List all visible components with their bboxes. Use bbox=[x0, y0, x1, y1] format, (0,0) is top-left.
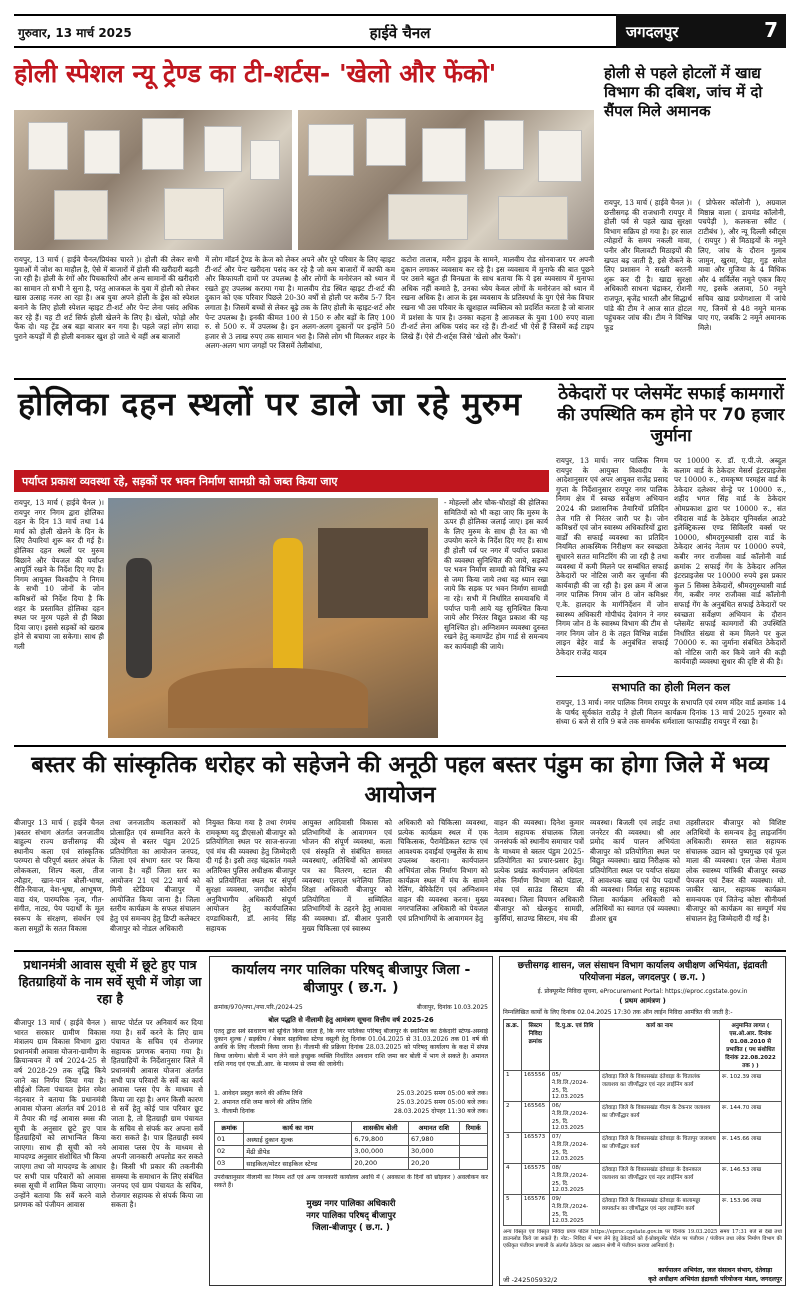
table-cell: साइकिल/मोटर साइकिल स्टेण्ड bbox=[244, 1158, 352, 1170]
table-cell: 01 bbox=[215, 1134, 244, 1146]
table-cell: 165575 bbox=[521, 1164, 549, 1195]
ad-bijapur-sign: मुख्य नगर पालिका अधिकारी नगर पालिका परिषद् बीजापुर जिला-बीजापुर ( छ.ग. ) bbox=[306, 1199, 396, 1233]
table-cell: 03 bbox=[215, 1158, 244, 1170]
page-number: 7 bbox=[764, 18, 778, 42]
table-cell: रू. 102.39 लाख bbox=[720, 1071, 782, 1102]
table-header: रिमार्क bbox=[459, 1122, 487, 1134]
ad-tender-code: जी -242505932/2 bbox=[503, 1276, 558, 1284]
table-cell: 3,00,000 bbox=[352, 1146, 409, 1158]
table-cell: रू. 145.66 लाख bbox=[720, 1133, 782, 1164]
table-cell bbox=[459, 1158, 487, 1170]
ad-tender bbox=[499, 956, 786, 1286]
ad-bijapur-table bbox=[214, 1121, 488, 1170]
story1-photo-left bbox=[14, 110, 292, 250]
table-row bbox=[215, 1158, 488, 1170]
table-row bbox=[215, 1146, 488, 1158]
ad-bijapur-date: बीजापुर, दिनांक 10.03.2025 bbox=[416, 1004, 488, 1011]
ad-tender-title: छत्तीसगढ़ शासन, जल संसाधन विभाग कार्यालय अधीक्षण अभियंता, इंद्रावती परियोजना मंडल, जगदलपुर ( छ.ग. ) bbox=[517, 961, 768, 983]
story6-col6: वाहन की व्यवस्था। दिनेश कुमार नेताम सहायक संचालक जिला जनसंपर्क को स्थानीय समाचार पत्रों के माध्यम से बस्तर पंडुम 2025-प्रतियोगिता का प्रचार-प्रसार हेतु। प्रत्येक प्रखंड कार्यपालन अधियंता लोक निर्माण विभाग को पंडाल, मंच एवं साउंड सिस्टम की व्यवस्था। जिला विपणन अधिकारी बीजापुर को खेलकूद सामग्री, कुर्सियां, साउण्ड सिस्टम, मंच की bbox=[494, 818, 584, 923]
table-header: शासकीय बोली bbox=[352, 1122, 409, 1134]
story7-col2: साफ्ट पोर्टल पर अनिवार्य कर दिया गया है। सर्वे करने के लिए ग्राम पंचायत के सचिव एवं रोजगार सहायक प्रगणक बनाया गया है। हितग्राहियों के निर्देशानुसार जिले में प्रधानमंत्री आवास योजना अंतर्गत सभी पात्र परिवारों के सर्वे का कार्य आवास प्लस ऐप के माध्यम से किया जा रहा है। अगर किसी कारण से सर्वे हेतु कोई पात्र परिवार छूट जाता है, तो हितग्राही ग्राम पंचायत के सचिव से संपर्क कर अपना सर्वे करा सकते है। पात्र हितग्राही स्वयं आवास प्लस ऐप के माध्यम से अपनी जानकारी अपलोड कर सकते है। किसी भी प्रकार की तकनीकी समस्या के समाधान के लिए संबंधित जनपद एवं ग्राम पंचायत के सचिव, रोजगार सहायक से संपर्क किया जा सकता है। bbox=[111, 1018, 203, 1210]
story4-col2: पर 10000 रु. डॉ. ए.पी.जे. अब्दुल कलाम वार्ड के ठेकेदार मेसर्स इंटरप्राइजेस पर 10000 रु., रामकृष्ण परमहंस वार्ड के ठेकेदार दलेश्वर सेन्ड्रे पर 10000 रु., शहीद भगत सिंह वार्ड के ठेकेदार ओमप्रकाश द्वारा पर 10000 रु., संत रविदास वार्ड के ठेकेदार यूनिवर्सल आउटे इलेक्ट्रिकल्स एण्ड सिविलरि वर्क्स पर 10000, श्रीमदगुरुघासी दास वार्ड के ठेकेदार आनंद नेताम पर 10000 रुपये, कबीर नगर राजीवस वार्ड कॉलोनी वार्ड क्रमांक 2 सफाई गेंग के ठेकेदार अनिल इंटरप्राइजेस पर 10000 रुपये इस प्रकार कुल 5 सिक्स ठेकेदारों, श्रीमदगुरुघासी वार्ड गेंग, कबीर नगर राजीवस वार्ड कॉलोनी सफाई गेंग के अनुबंधित सफाई ठेकेदारों पर स्वच्छता सर्वेक्षण अभियान के दौरान प्लेसमेंट सफाई कामगारों की उपस्थिति निर्धारित संख्या से कम मिलने पर कुल 70000 रु. का जुर्माना संबंधित ठेकेदारों को नोटिस जारी कर किये जाने की कड़ी कार्यवाही व्यवस्था सुधार की दृष्टि से की है। bbox=[674, 456, 786, 667]
table-cell: दंतेवाड़ा जिले के विकासखंड दंतेवाड़ा के चितापुर जलाशय का जीर्णोद्धार कार्य bbox=[599, 1133, 719, 1164]
story3-subhead: पर्याप्त प्रकाश व्यवस्था रहे, सड़कों पर भवन निर्माण सामग्री को जब्त किया जाए bbox=[22, 475, 338, 488]
story6-col5: अधिकारी को चिकित्सा व्यवस्था, प्रत्येक कार्यक्रम स्थल में एक चिकित्सक, पैरामेडिकल स्टाफ एवं आवश्यक दवाईयां एम्बुलेंस के साथ उपलब्ध कराना। कार्यपालन अभियंता लोक निर्माण विभाग को कार्यक्रम स्थल में मंच के सामने रेलिंग, बेरिकेटिंग एवं अग्निशमन वाहन की व्यवस्था करना। मुख्य नगरपालिका अधिकारी को पेयजल एवं प्रतिभागियों के आवागमन हेतु bbox=[398, 818, 488, 923]
ad-bijapur bbox=[209, 956, 493, 1286]
table-cell: दंतेवाड़ा जिले के विकासखंड दंतेवाड़ा के चितालंक जलाशय का जीर्णोद्धार एवं नहर लाईनिंग कार्य bbox=[599, 1071, 719, 1102]
ad-bijapur-title: कार्यालय नगर पालिका परिषद् बीजापुर जिला - बीजापुर ( छ.ग. ) bbox=[231, 962, 471, 996]
table-cell: 2 bbox=[504, 1102, 522, 1133]
ad-bijapur-ref: क्रमांक/970/नपा./नपा.परि./2024-25 bbox=[214, 1004, 303, 1011]
table-header: अमानत राशि bbox=[408, 1122, 459, 1134]
table-header: दि.पु.क्र. एवं तिथि bbox=[549, 1020, 599, 1071]
table-header: कार्य का नाम bbox=[599, 1020, 719, 1071]
table-cell: दंतेवाड़ा जिले के विकासखंड दंतेवाड़ा के देवनकाल जलाशय का जीर्णोद्धार एवं नहर लाईनिंग कार्य bbox=[599, 1164, 719, 1195]
story3-col2: - मोहल्लों और चौक-चौराहों की होलिका समितियों को भी कहा जाए कि मुरुम के ऊपर ही होलिका जलाई जाए। इस कार्य के लिए मुरुम के साथ ही रेत का भी उपयोग करने के निर्देश दिए गए हैं। साथ ही होली पर्व पर नगर में पर्याप्त प्रकाश की व्यवस्था सुनिश्चित की जाये, सड़कों पर भवन निर्माण सामग्री को विभिन्न रूप से जमा किया जाये तथा यह ध्यान रखा जाये कि सड़क पर भवन निर्माण सामग्री ना रहे। सभी में निर्धारित समयावधि में पर्याप्त पानी आये यह सुनिश्चित किया जाये और निरंतर विद्युत प्रकाश की यह सुनिश्चित हो। अग्निशमन व्यवस्था दुरुस्त रखने हेतु कमाण्डेंट होम गार्ड से समन्वय कर कार्यवाही की जाये। bbox=[444, 498, 548, 651]
table-cell: 165565 bbox=[521, 1102, 549, 1133]
schedule-value: 28.03.2025 दोपहर 11:30 बजे तक। bbox=[393, 1108, 488, 1115]
table-cell: 08/ने.वि.लि./2024-25, दि. 12.03.2025 bbox=[549, 1164, 599, 1195]
ad-tender-sign: कार्यपालन अभियंता, जल संसाधन संभाग, दंतेवाड़ा कृते अधीक्षण अभियंता इंद्रावती परियोजना मंडल, जगदलपुर bbox=[648, 1267, 782, 1283]
table-cell: 09/ने.वि.लि./2024-25, दि. 12.03.2025 bbox=[549, 1195, 599, 1226]
story3-photo bbox=[108, 498, 438, 738]
story2-headline: होली से पहले होटलों में खाद्य विभाग की दबिश, जांच में दो सैंपल मिले अमानक bbox=[604, 64, 763, 120]
table-cell: 05/ने.वि.लि./2024-25, दि. 12.03.2025 bbox=[549, 1071, 599, 1102]
table-cell: 165573 bbox=[521, 1133, 549, 1164]
story1-col3: कटोरा तालाब, मरीन ड्राइव के सामने, मालवीय रोड सोनवाजार पर अपनी दुकान लगाकर व्यवसाय कर रहे है। इस व्यवसाय में मुनाफे की बात पूछने पर उसने बहुत ही विनम्रता के साथ बताया कि ये इस व्यवसाय में मुनाफा अधिक नहीं कमाते है, उनका ध्येय केवल लोगों के मनोरंजन को ध्यान में रखना अधिक है। आज के इस व्यवसाय के प्रतिस्पर्धा के युग ऐसे नेक विचार रखना भी उस परिवार के खुशहाल व्यक्तित्व को प्रदर्शित करता है जो बाजार में प्रशंसा के पात्र है। उनका कहना है आजकल के युवा 100 रुपए वाला टी-शर्ट लेना अधिक पसंद कर रहे हैं। टी-शर्ट भी ऐसे हैं जिसमें कई टाइप लिखे हैं। ऐसे टी-शर्ट्स जिसे 'खेलो और फेंको'। bbox=[401, 255, 594, 341]
table-row bbox=[504, 1102, 782, 1133]
table-row bbox=[504, 1164, 782, 1195]
schedule-label: 2. अमानत राशि जमा करने की अंतिम तिथि bbox=[214, 1099, 312, 1106]
ad-tender-intro: निम्नलिखित कार्यों के लिए दिनांक 02.04.2025 17:30 तक ऑन लाईन निविदा आमंत्रित की जाती है:- bbox=[503, 1009, 733, 1016]
table-cell: 6,79,800 bbox=[352, 1134, 409, 1146]
table-cell: दंतेवाड़ा जिले के विकासखंड दंतेवाड़ा के बालामड्डा व्यपवर्तन का जीर्णोद्धार एवं नहर लाईनिंग कार्य bbox=[599, 1195, 719, 1226]
city-block bbox=[616, 14, 786, 48]
table-cell: मेंढी डीपेड bbox=[244, 1146, 352, 1158]
table-cell: 3 bbox=[504, 1133, 522, 1164]
schedule-value: 25.03.2025 समय 05:00 बजे तक। bbox=[396, 1099, 488, 1106]
masthead bbox=[14, 14, 786, 48]
table-cell: अस्थाई दुकान शुल्क bbox=[244, 1134, 352, 1146]
rule-1 bbox=[14, 378, 786, 380]
table-header: कार्य का नाम bbox=[244, 1122, 352, 1134]
table-row bbox=[504, 1195, 782, 1226]
story6-col8: तहसीलदार बीजापुर को विशिष्ट अतिथियों के समन्वय हेतु लाइजनिंग अधिकारी। समस्त सात सहायक संचालक उद्यान को पुष्पगुच्छ एवं फूल माला की व्यवस्था। एल जेम्स मेताम लोक स्वास्थ्य यांत्रिकी बीजापुर स्वच्छ पेयजल एवं टैंकर की व्यवस्था। मो. जाकीर खान, सहायक कार्यक्रम समन्वयक एवं जितेन्द्र कोष्टा सीनीयर्स बीजापुर को कार्यक्रम का सम्पूर्ण मंच संचालन हेतु जिम्मेदारी दी गई है। bbox=[686, 818, 786, 923]
story1-col1: रायपुर, 13 मार्च ( हाईवे चैनल/प्रियंका चारते )। होली की लेकर सभी युवाओं में जोश का माहौल है, ऐसे में बाजारों में होली की खरीदारी बढ़ती जा रही है। होली के रंगों और पिचकारियों और अन्य सामानों की खरीदारी का सामान तो सभी ने सुना है, परंतु आजकल के युवा में होली को लेकर खास उत्साह नजर आ रहा है। अब युवा अपने होली के ड्रेस को स्पेशल बनाने के लिए होली स्पेशल व्हाइट टी-शर्ट और पेन्ट लेना पसंद अधिक कर रहे हैं। यह टी शर्ट सिर्फ होली खेलने के लिए है। खेलो, फोड़ो और फेंक दो। यह ट्रेंड अब बड़ा बाजार बन गया है। पहले जहां लोग सादा पुराने कपड़ों में ही होली बनाकर खुश हो जाते थे वहीं अब बाजारों bbox=[14, 255, 199, 341]
story6-col7: व्यवस्था। बिजली एवं लाईट तथा जनरेटर की व्यवस्था। श्री आर प्रमोद कार्य पालन अभियंता बीजापुर को प्रतियोगिता स्थल पर विद्युत व्यवस्था। खाद्य निरीक्षक को प्रतियोगिता स्थल पर पर्याप्त संख्या में आवश्यक खाद्य एवं पेय पदार्थों की व्यवस्था। निर्मल साहू सहायक जिला कार्यक्रम अधिकारी को अतिथियों का स्वागत एवं व्यवस्था। डीआर ध्रुव bbox=[590, 818, 680, 923]
schedule-value: 25.03.2025 समय 05:00 बजे तक। bbox=[396, 1090, 488, 1097]
table-cell: 06/ने.वि.लि./2024-25, दि. 12.03.2025 bbox=[549, 1102, 599, 1133]
ad-tender-subtitle: ई. प्रोक्यूरमेंट निविदा सूचना, eProcurement Portal: https://eproc.cgstate.gov.in bbox=[537, 988, 748, 995]
story6-headline: बस्तर की सांस्कृतिक धरोहर को सहेजने की अनूठी पहल बस्तर पंडुम का होगा जिले में भव्य आयोजन bbox=[31, 752, 769, 808]
table-cell: 20,20 bbox=[408, 1158, 459, 1170]
table-cell bbox=[459, 1134, 487, 1146]
story5-box bbox=[556, 676, 786, 742]
ad-bijapur-subject: बोल पद्धति से नीलामी हेतु आमंत्रण सूचना वित्तीय वर्ष 2025-26 bbox=[268, 1016, 434, 1024]
paper-name: हाईवे चैनल bbox=[369, 24, 431, 42]
table-cell: दंतेवाड़ा जिले के विकासखंड गीदम के टेकनार जलाशय का जीर्णोद्धार कार्य bbox=[599, 1102, 719, 1133]
ad-bijapur-schedule bbox=[214, 1089, 488, 1116]
story2-col1: रायपुर, 13 मार्च ( हाईवे चैनल )। छत्तीसगढ़ की राजधानी रायपुर में होली पर्व से पहले खाद्य सुरक्षा विभाग सक्रिय हो गया है। हर साल त्योहारों के समय नकली मावा, पनीर और मिलावटी मिठाइयों की खपत बढ़ जाती है, इसे रोकने के लिए प्रशासन ने सख्ती बरतनी शुरू कर दी है। खाद्य सुरक्षा अधिकारी साधना चंद्राकर, रोशनी राजपूत, बृजेंद्र भारती और सिद्धार्थ पांडे की टीम ने आज सात होटल पहुंचकर जांच की। टीम ने विभिन्न फूड bbox=[604, 198, 692, 332]
table-cell bbox=[459, 1146, 487, 1158]
ad-bijapur-body: एतद् द्वारा सर्व साधारण को सूचित किया जाता है, कि नगर पालिका परिषद् बीजापुर के स्वामित्व का ठेकेदारी स्टेण्ड-अस्थाई दुकान शुल्क / सड़कीय / बेकार सहायिका स्टेण्ड वसूली हेतु दिनांक 01.04.2025 से 31.03.2026 तक 01 वर्ष की अवधि के लिए नीलामी किया जाना है। नीलामी की प्रक्रिया दिनांक 28.03.2025 को परिषद् कार्यालय के कक्ष में संपन्न किया जायेगा। बोली में भाग लेने वाले इच्छुक व्यक्ति निर्धारित अवधान राशि जमा कर बोली में भाग ले सकते है। अमानत राशि नगद एवं एफ.डी.आर. के माध्यम से जमा की जावेगी। bbox=[214, 1028, 488, 1068]
story1-col2: में लोग मॉडर्न ट्रेण्ड के क्रेज को लेकर अपने और पूरे परिवार के लिए व्हाइट टी-शर्ट और पेन्ट खरीदना पसंद कर रहे है जो कम बाजारों में काफी कम और किफायती दामों पर उपलब्ध है और लोगों के मनोरंजन को ध्यान में रखते हुए उपलब्ध कराया गया है। मालवीय रोड स्थित व्हाइट टी-शर्ट की दुकान को एक परिवार पिछले 20-30 वर्षों से होली पर करीब 5-7 दिन लगाता है। जिसमें बच्चों से लेकर बूढ़े तक के लिए होली के व्हाइट-शर्ट और पेन्ट उपलब्ध है। इनकी कीमत 100 से 150 रु और बड़ों के लिए 100 रु. से 500 रु. में उपलब्ध है। इन अलग-अलग दुकानों पर इन्होंने 50 हजार से 3 लाख रुपए तक सामान भरा है। जिसे लोग भी मिलकर शहर के अलग-अलग भाग जगहों पर जिसमें तेलीबांधा, bbox=[205, 255, 395, 351]
story6-col4: आयुक्त आदिवासी विकास को प्रतिभागियों के आवागमन एवं भोजन की संपूर्ण व्यवस्था, कला एवं संस्कृति से संबंधित समस्त व्यवस्थाएं, अतिथियों को आमंत्रण पत्र का वितरण, स्टाल की व्यवस्था। एलएल धनेलिया जिला शिक्षा अधिकारी बीजापुर को प्रतियोगिता में सम्मिलित प्रतिभागियों के ठहरने हेतु आवास की व्यवस्था। डॉ. बीआर पुजारी मुख्य चिकित्सा एवं स्वास्थ्य bbox=[302, 818, 392, 933]
story3-col1: रायपुर, 13 मार्च ( हाईवे चैनल )। रायपुर नगर निगम द्वारा होलिका दहन के दिन 13 मार्च तथा 14 मार्च को होली खेलने के दिन के लिए तैयारियां शुरू कर दी गई है। होलिका दहन स्थलों पर मुरुम बिछाने और पेयजल की पर्याप्त आपूर्ति रखने के निर्देश दिए गए हैं। निगम आयुक्त विश्वदीप ने निगम के सभी 10 जोनों के जोन कमिश्नरों को निर्देश दिया है कि शहर के प्रस्तावित होलिका दहन स्थल पर मुरम पहले से ही बिछा दिया जाए। इससे सड़कों को खराब होने से बचाया जा सकेगा। साथ ही गली bbox=[14, 498, 104, 651]
table-row bbox=[504, 1071, 782, 1102]
story2-col2: ( प्रोफेसर कॉलोनी ), अग्रवाल मिष्ठान्न वाला ( डायमंड कॉलोनी, पचपेड़ी ), कलकत्ता स्वीट ( टाटीबंध ), और न्यू दिल्ली स्वीट्स ( रायपुर ) से मिठाइयों के नमूने लिए, जांच के दौरान गुलाब जामुन, खुरमा, पेड़ा, गुड़ समेत मावा और गुजिया के 4 विधिक और 4 सर्विलेंस नमूने एकत्र किए गए, इसके अलावा, 50 नमूने सचिव खाद्य प्रयोगशाला में जांचे गए, जिनमें से 48 नमूने मानक पाए गए, जबकि 2 नमूने अमानक मिले। bbox=[698, 198, 786, 332]
table-cell: 30,000 bbox=[408, 1146, 459, 1158]
ad-tender-footnote: अन्य विस्तृत एवं विस्तृत निविदा प्रपत्र पोर्टल https://eproc.cgstate.gov.in पर दिनांक 19.03.2025 समय 17:31 बजे से देखे तथा डाउनलोड किये जा सकते है। नोट:- निविदा में भाग लेने हेतु ठेकेदारों को ई-प्रोक्यूरमेंट पोर्टल पर पंजीयन / पंजीयन तथा लोक निर्माण विभाग की एकीकृत पंजीयन प्रणाली के अंतर्गत ठेकेदार का अद्यतन श्रेणी में पंजीयन कराया आनिवार्य है। bbox=[503, 1229, 782, 1249]
story7-col1: बीजापुर 13 मार्च ( हाईवे चैनल ) भारत सरकार ग्रामीण विकास मंत्रालय ग्राम विकास विभाग द्वारा प्रधानमंत्री आवास योजना-ग्रामीण के क्रियान्वयन में वर्ष 2024-25 से वर्ष 2028-29 तक वृद्धि किये जाने का निर्णय लिया गया है। सीईओ जिला पंचायत हेमंत रमेश नंदनवार ने बताया कि प्रधानमंत्री आवास योजना अंतर्गत वर्ष 2018 में तैयार की गई आवास स्मस की सूची के अनुसार छूटे हुए पात्र हितग्राहियों को लाभान्वित किया जाएगा। साथ ही सूची को नये मापदण्ड अनुसार संशोधित भी किया जाएगा तथा जो मापदण्ड के आधार पर सभी पात्र परिवारों को आवास स्मस सूची में शामिल किया जाएगा। उन्होंने बताया कि सर्वे करने वाले प्रगणक को पंजीयन आवास bbox=[14, 1018, 106, 1210]
table-cell: रू. 144.70 लाख bbox=[720, 1102, 782, 1133]
table-row bbox=[504, 1133, 782, 1164]
story1-headline: होली स्पेशल न्यू ट्रेण्ड का टी-शर्टस- 'खेलो और फेंको' bbox=[14, 59, 497, 88]
story4-col1: रायपुर, 13 मार्च। नगर पालिक निगम रायपुर के आयुक्त विश्वदीप के आदेशानुसार एवं अपर आयुक्त राजेंद्र प्रसाद गुप्ता के निर्देशानुसार रायपुर नगर पालिक निगम क्षेत्र में स्वच्छ सर्वेक्षण अभियान 2024 की प्रशासनिक तैयारियों प्रतिदिन तेज गति से निरंतर जारी पर है। जोन कमिश्नरों एवं जोन स्वास्थ्य अधिकारियों द्वारा वार्डों की सफाई व्यवस्था का प्रतिदिन नियमित आकस्मिक निरीक्षण कर स्वच्छता सुधारने सतत मानिटरिंग की जा रही है तथा व्यवस्था में कमी मिलने पर सम्बंधित सफाई ठेकेदारों पर नोटिस जारी कर जुर्माना की कार्यवाही की जा रही है। इस क्रम में आज नगर पालिक निगम जोन 8 जोन कमिश्नर ए.के. हालदार के मार्गनिर्देशन में जोन स्वास्थ्य अधिकारी गोपीचंद देवांगन ने नगर निगम जोन 8 के स्वास्थ्य विभाग की टीम से नगर निगम जोन 8 के तहत विभिन्न वार्डस लाइन बेहेर वार्ड के अनुबंधित सफाई ठेकेदार राजेंद्र यादव bbox=[556, 456, 668, 657]
rule-2 bbox=[14, 745, 786, 747]
table-header: क्र.क्र. bbox=[504, 1020, 522, 1071]
story1-photo-right bbox=[298, 110, 594, 250]
table-cell: 02 bbox=[215, 1146, 244, 1158]
ad-tender-stage: ( प्रथम आमंत्रण ) bbox=[619, 997, 666, 1005]
story3-headline: होलिका दहन स्थलों पर डाले जा रहे मुरुम bbox=[18, 385, 522, 423]
schedule-label: 1. आवेदन प्रस्तुत करने की अंतिम तिथि bbox=[214, 1090, 303, 1097]
table-cell: 1 bbox=[504, 1071, 522, 1102]
table-header: क्रमांक bbox=[215, 1122, 244, 1134]
issue-date: गुरुवार, 13 मार्च 2025 bbox=[18, 26, 132, 40]
table-header: सिस्टम निविदा क्रमांक bbox=[521, 1020, 549, 1071]
table-cell: 165556 bbox=[521, 1071, 549, 1102]
table-cell: 4 bbox=[504, 1164, 522, 1195]
ad-tender-table bbox=[503, 1019, 782, 1226]
schedule-label: 3. नीलामी दिनांक bbox=[214, 1108, 255, 1115]
rule-3 bbox=[14, 950, 786, 952]
table-cell: रू. 146.53 लाख bbox=[720, 1164, 782, 1195]
table-cell: 165576 bbox=[521, 1195, 549, 1226]
table-header: अनुमानित लागत ( एस.ओ.आर. दिनांक 01.08.2010 से प्रभावित ( पथ संशोधित दिनांक 22.08.2022 तक ) ) bbox=[720, 1020, 782, 1071]
story4-headline: ठेकेदारों पर प्लेसमेंट सफाई कामगारों की उपस्थिति कम होने पर 70 हजार जुर्माना bbox=[557, 384, 785, 446]
table-cell: 07/ने.वि.लि./2024-25, दि. 12.03.2025 bbox=[549, 1133, 599, 1164]
city-name: जगदलपुर bbox=[626, 23, 679, 41]
table-cell: रू. 153.96 लाख bbox=[720, 1195, 782, 1226]
story3-subhead-bar bbox=[14, 470, 549, 492]
story5-headline: सभापति का होली मिलन कल bbox=[612, 681, 730, 694]
story5-body: रायपुर, 13 मार्च। नगर पालिक निगम रायपुर के सभापति एवं रमण मंदिर वार्ड क्रमांक 14 के पार्षद सूर्यकांत राठौड़ ने होली मिलन कार्यक्रम दिनांक 13 मार्च 2025 गुरुवार को संध्या 6 बजे से रात्रि 9 बजे तक समर्थक धर्मशाला फाफाडीह रायपुर में रखा है। bbox=[556, 698, 786, 727]
story6-col2: तथा जनजातीय कलाकारों को प्रोत्साहित एवं सम्मानित करने के उद्देश्य से बस्तर पंडुम 2025 प्रतियोगिता का आयोजन जनपद, जिला एवं संभाग स्तर पर किया जाना है। वहीं जिला स्तर का आयोजन 21 एवं 22 मार्च को मिनी स्टेडियम बीजापुर में आयोजित किया जाना है। जिला स्तरीय कार्यक्रम के सफल संचालन हेतु एवं समन्वय हेतु डिप्टी कलेक्टर बीजापुर को नोडल अधिकारी bbox=[110, 818, 200, 933]
story6-col1: बीजापुर 13 मार्च ( हाईवे चैनल )बस्तर संभाग अंतर्गत जनजातीय बाहुल्य राज्य छत्तीसगढ़ की स्थानीय कला एवं सांस्कृतिक परम्परा से परिपूर्ण बस्तर अंचल के लोककला, शिल्प कला, तीज त्यौहार, खान-पान बोली-भाषा, रीति-रिवाज, वेश-भूषा, आभूषण, वाद्य यंत्र, पारम्परिक नृत्य, गीत-संगीत, नाट्य, पेय पदार्थों के मूल स्वरूप के संरक्षण, संवर्धन एवं कला समूहों के सतत विकास bbox=[14, 818, 104, 933]
table-cell: 5 bbox=[504, 1195, 522, 1226]
table-cell: 67,980 bbox=[408, 1134, 459, 1146]
ad-bijapur-note: उपरोक्तानुसार नीलामी का नियम शर्तें एवं अन्य जानकारी कार्यालय अवधि में ( अवकाश के दिनों को छोड़कर ) अवलोकन कर सकते हैं। bbox=[214, 1174, 488, 1189]
table-cell: 20,200 bbox=[352, 1158, 409, 1170]
table-row bbox=[215, 1134, 488, 1146]
story7-headline: प्रधानमंत्री आवास सूची में छूटे हुए पात्र हितग्राहियों के नाम सर्वे सूची में जोड़ा जा रहा है bbox=[18, 957, 202, 1006]
story6-col3: नियुक्त किया गया है तथा रंगमंच रामकृष्ण यदु डीएसओ बीजापुर को प्रतियोगिता स्थल पर साज-सज्जा एवं मंच की व्यवस्था हेतु जिम्मेदारी दी गई है। इसी तरह चंद्रकांत गवले अतिरिक्त पुलिस अधीक्षक बीजापुर को प्रतियोगिता स्थल पर संपूर्ण सुरक्षा व्यवस्था, जगदीश कोर्राम अनुविभागीय अधिकारी संपूर्ण आयोजन हेतु कार्यपालिका दण्डाधिकारी, डॉ. आनंद सिंह सहायक bbox=[206, 818, 296, 933]
